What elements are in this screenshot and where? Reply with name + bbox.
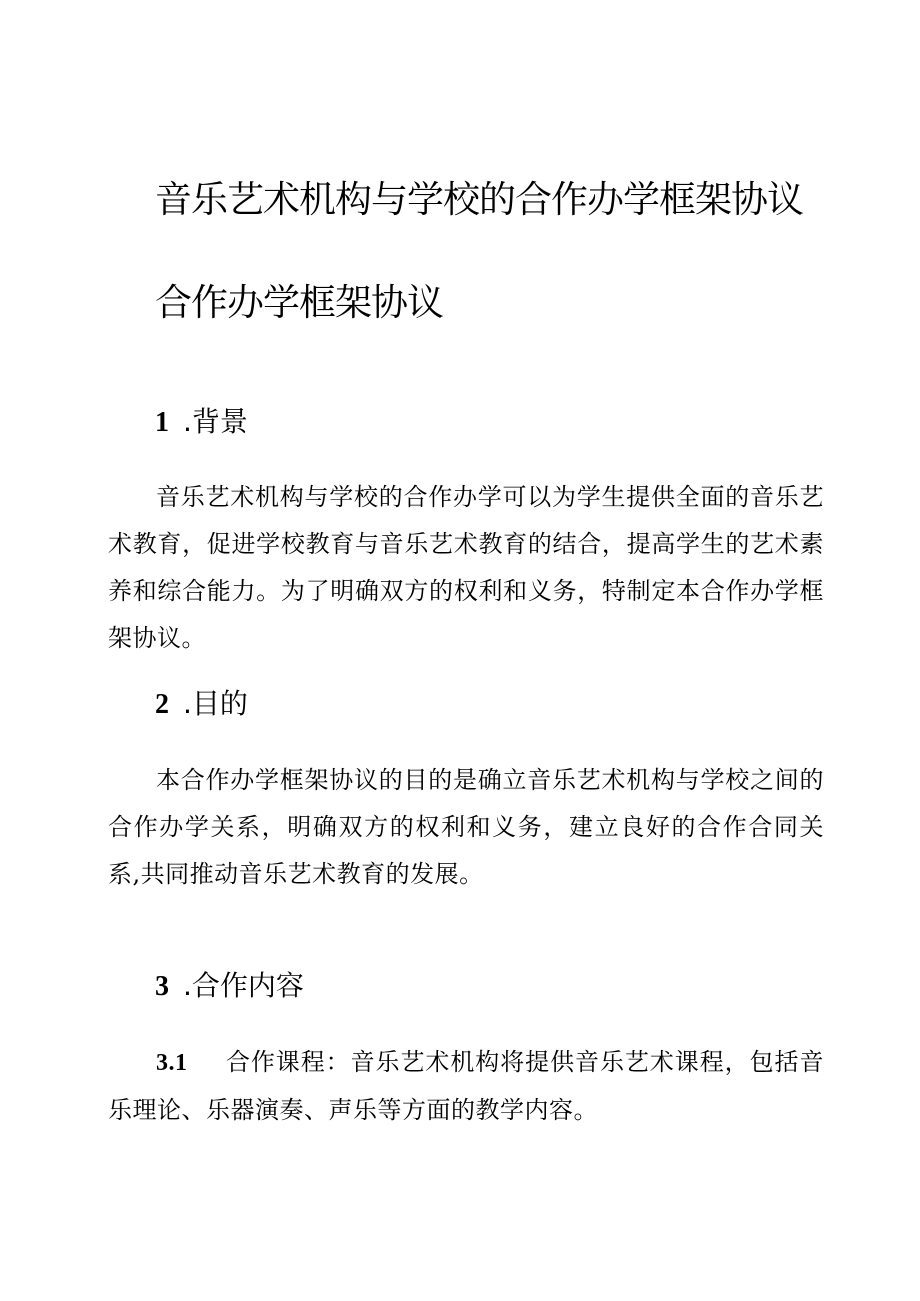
section-paragraph-background: 音乐艺术机构与学校的合作办学可以为学生提供全面的音乐艺术教育，促进学校教育与音乐艺术教育的结合，提高学生的艺术素养和综合能力。为了明确双方的权利和义务，特制定本合作办学框架协议。 bbox=[108, 483, 824, 652]
section-number: 2 bbox=[155, 689, 169, 720]
subsection-text: 合作课程：音乐艺术机构将提供音乐艺术课程，包括音乐理论、乐器演奏、声乐等方面的教学内容。 bbox=[108, 1048, 824, 1124]
section-title: .背景 bbox=[183, 405, 248, 438]
section-title: .合作内容 bbox=[183, 969, 304, 1002]
section-number: 3 bbox=[155, 971, 169, 1002]
section-paragraph-purpose: 本合作办学框架协议的目的是确立音乐艺术机构与学校之间的合作办学关系，明确双方的权利和义务，建立良好的合作合同关系,共同推动音乐艺术教育的发展。 bbox=[108, 766, 824, 888]
subsection-paragraph-3-1 bbox=[108, 1039, 824, 1134]
section-title: .目的 bbox=[183, 687, 248, 720]
document-title: 音乐艺术机构与学校的合作办学框架协议 bbox=[155, 178, 803, 221]
subsection-number: 3.1 bbox=[156, 1050, 188, 1076]
document-subtitle: 合作办学框架协议 bbox=[155, 281, 443, 324]
section-heading-content bbox=[155, 966, 304, 1007]
section-heading-purpose bbox=[155, 684, 248, 725]
section-number: 1 bbox=[155, 407, 169, 438]
section-heading-background bbox=[155, 402, 248, 443]
